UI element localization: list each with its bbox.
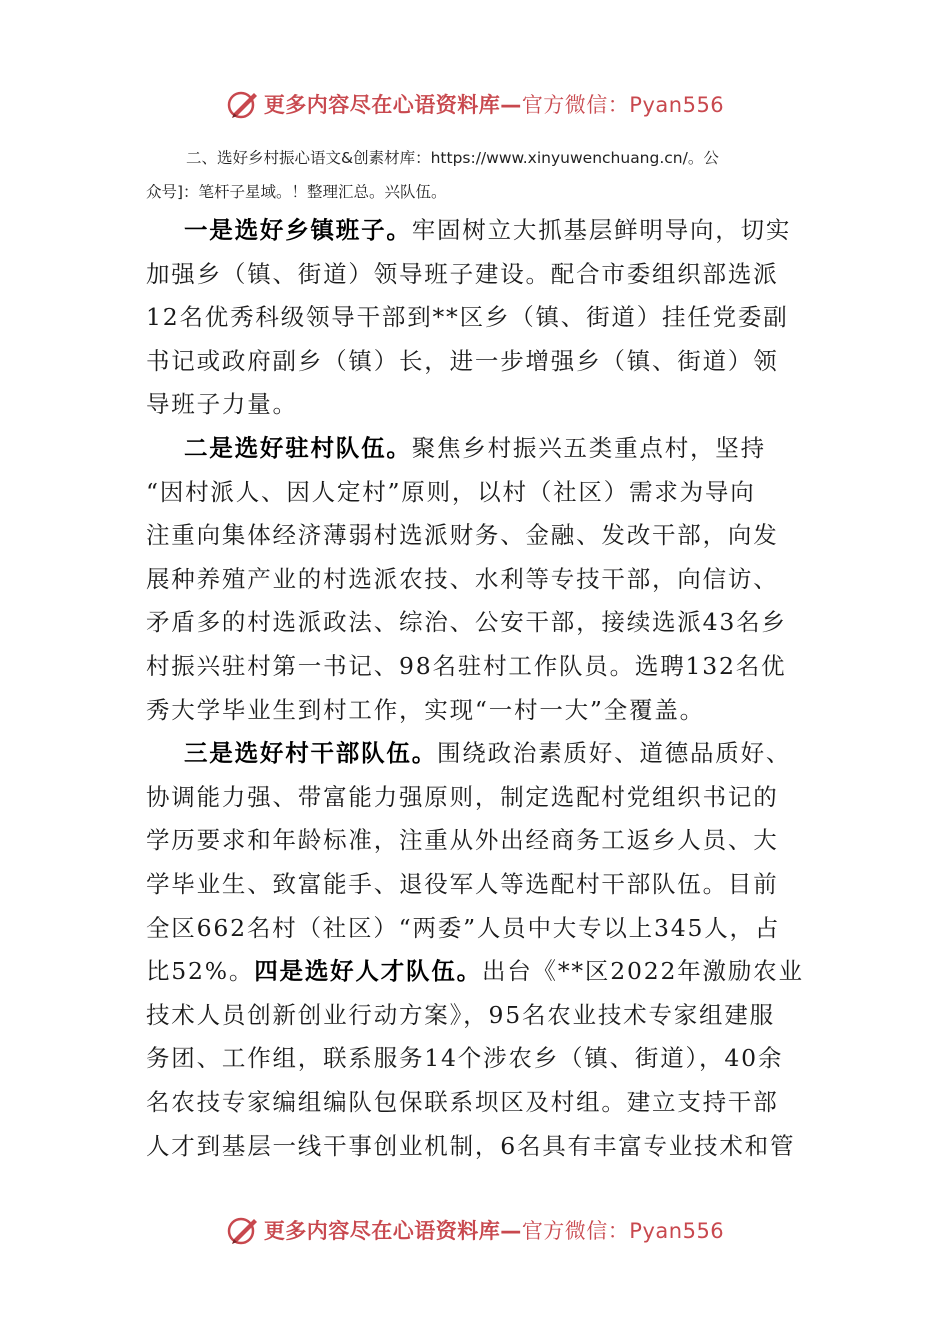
line-text: 秀大学毕业生到村工作，实现“一村一大”全覆盖。 — [146, 695, 705, 724]
text-line — [146, 999, 806, 1031]
line-text: 村振兴驻村第一书记、98名驻村工作队员。选聘132名优 — [146, 652, 787, 680]
text-line — [146, 301, 806, 333]
text-line — [146, 345, 806, 377]
text-line — [146, 1130, 806, 1162]
line-text: 展种养殖产业的村选派农技、水利等专技干部，向信访、 — [146, 564, 779, 593]
line-text: 聚焦乡村振兴五类重点村，坚持 — [411, 434, 766, 462]
banner-text — [264, 1215, 724, 1245]
line-text: 人才到基层一线干事创业机制，6名具有丰富专业技术和管 — [146, 1131, 796, 1160]
header-banner — [0, 84, 950, 124]
footer-banner — [0, 1210, 950, 1250]
section-heading: 二是选好驻村队伍。 — [184, 434, 412, 462]
line-text: 全区662名村（社区）“两委”人员中大专以上345人，占 — [146, 913, 781, 942]
banner-wechat: 官方微信：Pyan556 — [521, 1219, 725, 1243]
line-text: 出台《**区2022年激励农业 — [481, 957, 804, 986]
line-text: 名农技专家编组编队包保联系坝区及村组。建立支持干部 — [146, 1088, 779, 1116]
section-heading: 四是选好人才队伍。 — [254, 957, 482, 986]
pen-logo-icon — [226, 87, 260, 121]
note-line-2: 众号]：笔杆子星域。！整理汇总。兴队伍。 — [146, 183, 447, 201]
banner-text — [264, 89, 724, 119]
section-heading: 一是选好乡镇班子。 — [184, 216, 412, 244]
line-text: 技术人员创新创业行动方案》，95名农业技术专家组建服 — [146, 1000, 775, 1029]
text-line — [146, 824, 806, 856]
text-line — [146, 476, 806, 508]
line-text: 12名优秀科级领导干部到**区乡（镇、街道）挂任党委副 — [146, 303, 789, 332]
line-text: 围绕政治素质好、道德品质好、 — [437, 739, 792, 768]
line-text: 书记或政府副乡（镇）长，进一步增强乡（镇、街道）领 — [146, 346, 779, 375]
section-heading: 三是选好村干部队伍。 — [184, 739, 437, 768]
banner-wechat: 官方微信：Pyan556 — [521, 93, 725, 117]
text-line — [146, 650, 806, 682]
text-line — [146, 519, 806, 551]
line-text: 牢固树立大抓基层鲜明导向，切实 — [411, 216, 792, 244]
line-text: 协调能力强、带富能力强原则，制定选配村党组织书记的 — [146, 782, 779, 811]
banner-title: 更多内容尽在心语资料库— — [263, 1219, 522, 1243]
line-text: 矛盾多的村选派政法、综治、公安干部，接续选派43名乡 — [146, 608, 787, 637]
text-line — [146, 214, 844, 246]
note-line-1: 二、选好乡村振心语文&创素材库：https://www.xinyuwenchuang.cn/。公 — [186, 149, 719, 167]
line-text: 学历要求和年龄标准，注重从外出经商务工返乡人员、大 — [146, 826, 779, 855]
line-text: 务团、工作组，联系服务14个涉农乡（镇、街道），40余 — [146, 1044, 784, 1073]
line-text: 导班子力量。 — [146, 390, 298, 419]
text-line — [146, 912, 806, 944]
line-text: 学毕业生、致富能手、退役军人等选配村干部队伍。目前 — [146, 870, 779, 898]
text-line — [146, 388, 806, 420]
text-line — [146, 1086, 806, 1118]
pen-logo-icon — [226, 1213, 260, 1247]
text-line — [146, 737, 844, 769]
text-line — [146, 694, 806, 726]
line-text: “因村派人、因人定村”原则，以村（社区）需求为导向 — [146, 477, 756, 506]
line-prefix: 比52%。 — [146, 957, 255, 986]
text-line — [146, 258, 806, 290]
text-line — [146, 781, 806, 813]
text-line — [146, 955, 806, 987]
text-line — [146, 868, 806, 900]
text-line — [146, 563, 806, 595]
banner-title: 更多内容尽在心语资料库— — [263, 93, 522, 117]
text-line — [146, 432, 844, 464]
text-line — [146, 606, 806, 638]
line-text: 注重向集体经济薄弱村选派财务、金融、发改干部，向发 — [146, 521, 779, 550]
text-line — [146, 1042, 806, 1074]
line-text: 加强乡（镇、街道）领导班子建设。配合市委组织部选派 — [146, 259, 779, 288]
